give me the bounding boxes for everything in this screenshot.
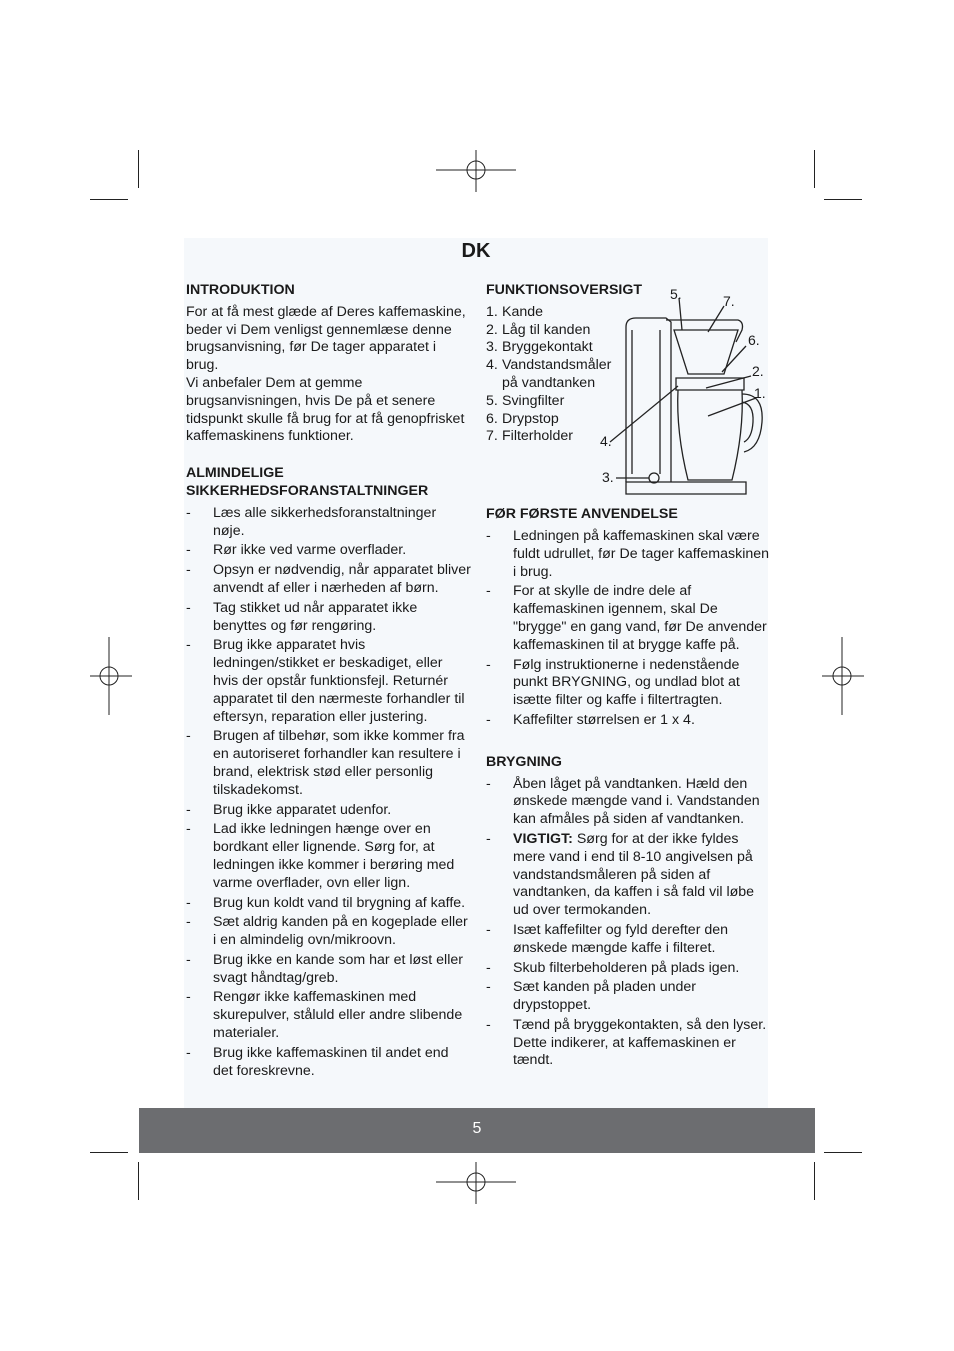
registration-mark-top	[436, 150, 516, 192]
list-item: - Brug ikke apparatet hvis ledningen/stikket er beskadiget, eller hvis der opstår funktionsfejl. Returnér apparatet til den nærmeste forhandler til eftersyn, reparation eller justering.	[186, 637, 471, 726]
safety-title-line-2: SIKKERHEDSFORANSTALTNINGER	[186, 482, 429, 499]
coffee-maker-illustration	[596, 282, 771, 497]
list-item: - Skub filterbeholderen på plads igen.	[486, 960, 771, 978]
list-item: - Brugen af tilbehør, som ikke kommer fra en autoriseret forhandler kan resultere i brand, elektrisk stød eller personlig tilskadekomst.	[186, 728, 471, 799]
list-item: - For at skylle de indre dele af kaffemaskinen igennem, skal De "brygge" en gang vand, før De anvender kaffemaskinen til at brygge kaffe på.	[486, 583, 771, 654]
first-use-list	[486, 528, 771, 730]
introduction-paragraph-1: For at få mest glæde af Deres kaffemaskine, beder vi Dem venligst gennemlæse denne brugsanvisning, før De tager apparatet i brug.	[186, 303, 466, 374]
list-item: 3. Bryggekontakt	[486, 339, 593, 356]
first-use-title: FØR FØRSTE ANVENDELSE	[486, 506, 678, 523]
list-item: - Læs alle sikkerhedsforanstaltninger nøje.	[186, 505, 471, 541]
registration-mark-bottom	[436, 1162, 516, 1204]
coffee-maker-diagram	[596, 282, 771, 497]
brewing-title: BRYGNING	[486, 753, 562, 770]
list-item: - Brug ikke apparatet udenfor.	[186, 802, 471, 820]
language-heading: DK	[461, 240, 491, 262]
list-item: - Ledningen på kaffemaskinen skal være fuldt udrullet, før De tager kaffemaskinen i brug.	[486, 528, 771, 581]
list-item: 6. Drypstop	[486, 410, 559, 427]
callout-6: 6.	[748, 332, 760, 348]
list-item: - Tag stikket ud når apparatet ikke benyttes og før rengøring.	[186, 600, 471, 636]
important-label: VIGTIGT:	[513, 830, 573, 847]
list-item: - Brug ikke kaffemaskinen til andet end det foreskrevne.	[186, 1045, 471, 1081]
callout-4: 4.	[600, 433, 612, 449]
safety-title-line-1: ALMINDELIGE	[186, 465, 284, 482]
callout-1: 1.	[754, 385, 766, 401]
important-text: Sørg for at der ikke fyldes mere vand i end til 8-10 angivelsen på vandstandsmåleren på siden af vandtanken, da kaffen i så fald vil løbe ud over termokanden.	[513, 830, 755, 919]
list-item: - Åben låget på vandtanken. Hæld den ønskede mængde vand i. Vandstanden kan afmåles på siden af vandtanken.	[486, 776, 771, 829]
registration-mark-left	[90, 637, 132, 715]
list-item: 7. Filterholder	[486, 428, 573, 445]
brewing-list	[486, 776, 771, 1071]
list-item: - Rengør ikke kaffemaskinen med skurepulver, ståluld eller andre slibende materialer.	[186, 989, 471, 1042]
list-item: - Sæt kanden på pladen under drypstoppet.	[486, 979, 771, 1015]
callout-5: 5.	[670, 286, 682, 302]
list-item	[486, 831, 771, 920]
list-item: 1. Kande	[486, 303, 544, 320]
registration-mark-right	[822, 637, 864, 715]
list-item: 2. Låg til kanden	[486, 321, 591, 338]
callout-3: 3.	[602, 469, 614, 485]
list-item: - Lad ikke ledningen hænge over en bordkant eller lignende. Sørg for, at ledningen ikke kommer i berøring med varme overflader, ovn eller lign.	[186, 821, 471, 892]
list-item: - Sæt aldrig kanden på en kogeplade eller i en almindelig ovn/mikroovn.	[186, 914, 471, 950]
list-item: 4. Vandstandsmåler på vandtanken	[486, 357, 612, 391]
introduction-paragraph-2: Vi anbefaler Dem at gemme brugsanvisningen, hvis De på et senere tidspunkt skulle få brug for at få genopfrisket kaffemaskinens funktioner.	[186, 374, 465, 445]
list-item: 5. Svingfilter	[486, 392, 565, 409]
list-item: - Følg instruktionerne i nedenstående punkt BRYGNING, og undlad blot at isætte filter og kaffe i filtertragten.	[486, 657, 771, 710]
callout-7: 7.	[723, 293, 735, 309]
list-item: - Rør ikke ved varme overflader.	[186, 542, 471, 560]
list-item: - Brug ikke en kande som har et løst eller svagt håndtag/greb.	[186, 952, 471, 988]
safety-list	[186, 505, 471, 1081]
introduction-title: INTRODUKTION	[186, 282, 295, 298]
list-item: - Opsyn er nødvendig, når apparatet bliver anvendt af eller i nærheden af børn.	[186, 562, 471, 598]
list-item: - Tænd på bryggekontakten, så den lyser. Dette indikerer, at kaffemaskinen er tændt.	[486, 1017, 771, 1070]
list-item: - Brug kun koldt vand til brygning af kaffe.	[186, 895, 471, 913]
list-item: - Isæt kaffefilter og fyld derefter den ønskede mængde kaffe i filteret.	[486, 922, 771, 958]
page-number: 5	[472, 1120, 482, 1137]
callout-2: 2.	[752, 363, 764, 379]
page-footer	[139, 1108, 815, 1153]
list-item: - Kaffefilter størrelsen er 1 x 4.	[486, 712, 771, 730]
features-title: FUNKTIONSOVERSIGT	[486, 282, 643, 298]
left-column	[186, 282, 471, 1082]
